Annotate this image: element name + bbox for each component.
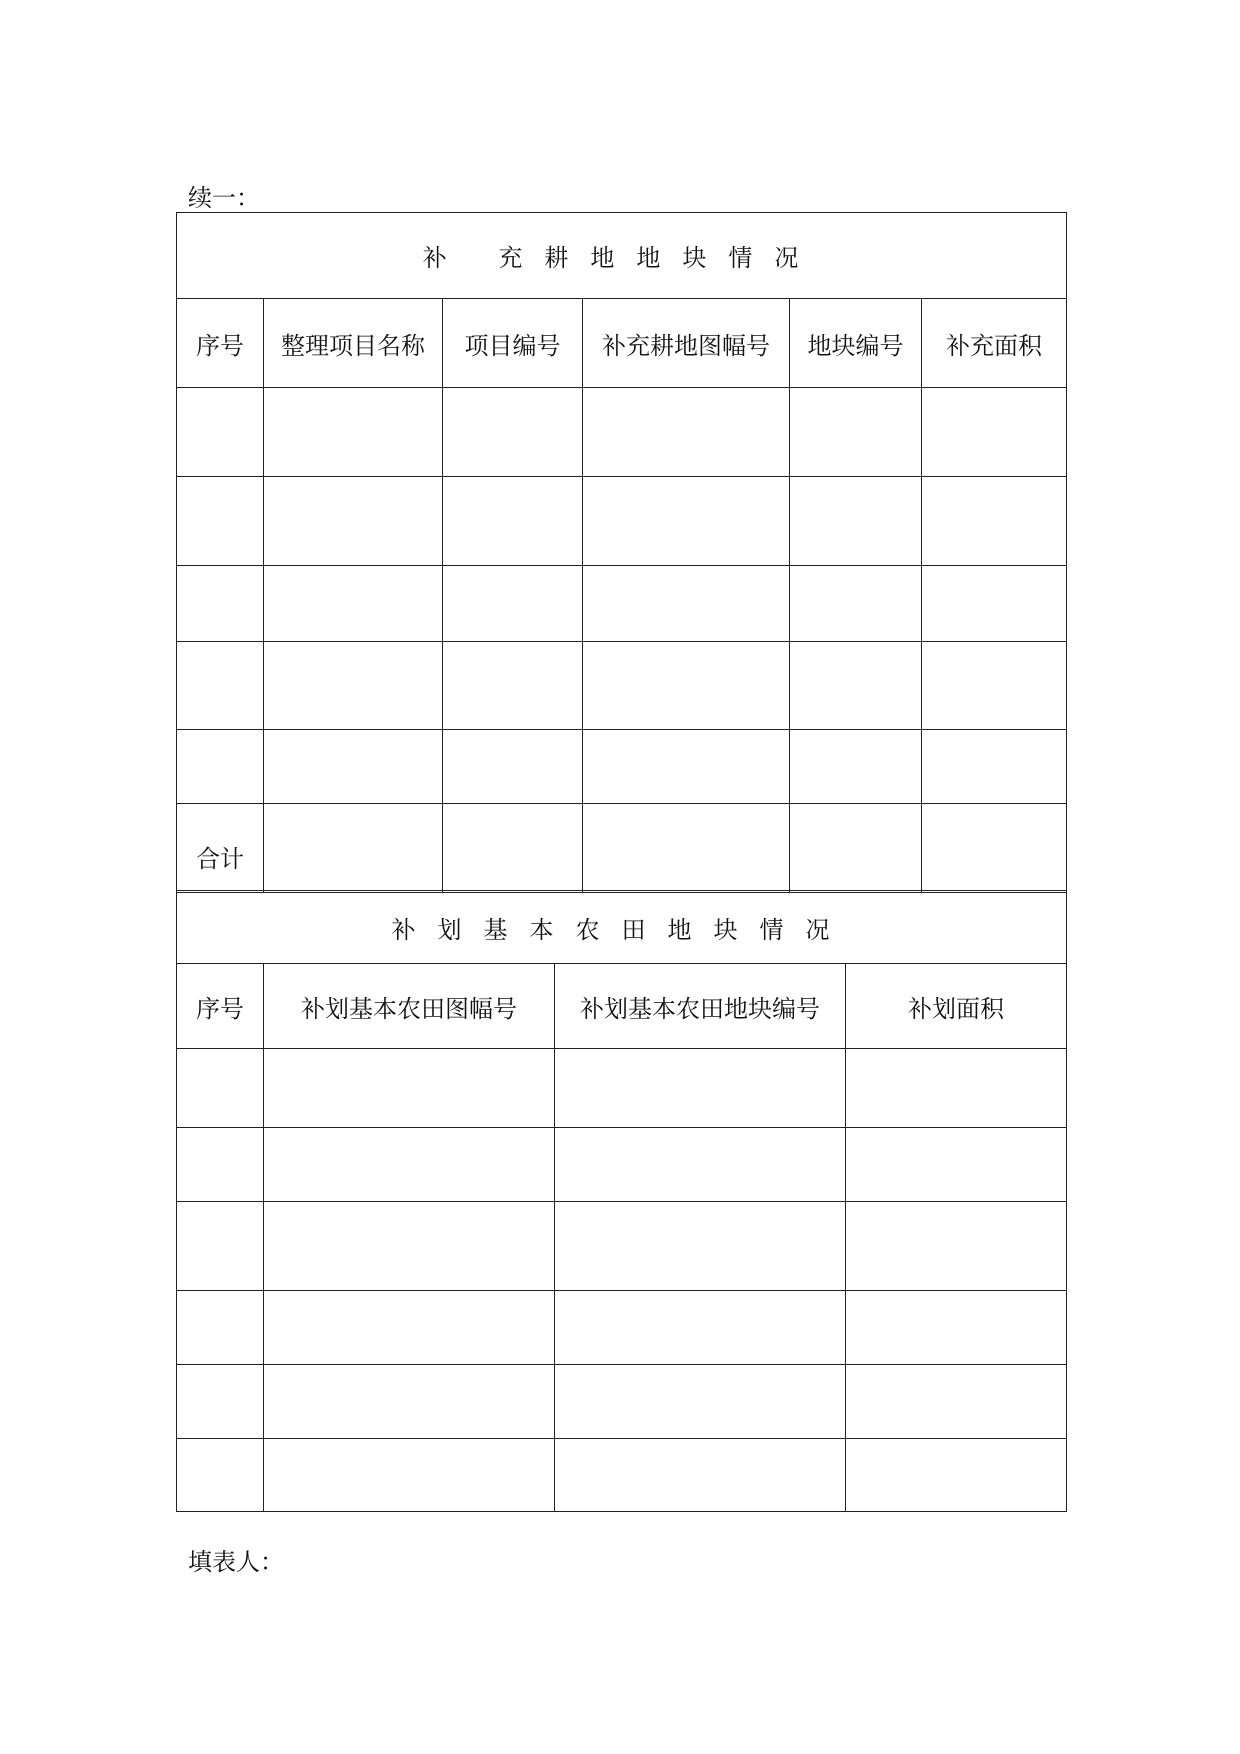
table-row: [177, 388, 1067, 477]
table-cell[interactable]: [443, 477, 583, 566]
table-cell[interactable]: [555, 1049, 846, 1128]
column-header-map-sheet-number: 补划基本农田图幅号: [264, 964, 555, 1049]
table-cell[interactable]: [790, 642, 922, 730]
table-cell[interactable]: [846, 1128, 1067, 1202]
column-header-parcel-number: 补划基本农田地块编号: [555, 964, 846, 1049]
table-cell[interactable]: [177, 642, 264, 730]
table-cell[interactable]: [177, 1202, 264, 1291]
table-cell[interactable]: [264, 1291, 555, 1365]
table-cell[interactable]: [264, 1439, 555, 1512]
table-cell[interactable]: [922, 566, 1067, 642]
table-cell[interactable]: [846, 1049, 1067, 1128]
table-row: [177, 1365, 1067, 1439]
table-cell[interactable]: [583, 566, 790, 642]
table-cell[interactable]: [177, 730, 264, 804]
table-cell[interactable]: [790, 730, 922, 804]
table-cell[interactable]: [922, 730, 1067, 804]
table-cell[interactable]: [922, 388, 1067, 477]
table-cell[interactable]: [443, 730, 583, 804]
table-cell[interactable]: [177, 1439, 264, 1512]
table-cell[interactable]: [264, 477, 443, 566]
column-header-serial: 序号: [177, 964, 264, 1049]
table-cell[interactable]: [922, 804, 1067, 893]
table-cell[interactable]: [555, 1202, 846, 1291]
table-cell[interactable]: [177, 388, 264, 477]
table-row: [177, 477, 1067, 566]
table-row: [177, 1291, 1067, 1365]
table-cell[interactable]: [264, 388, 443, 477]
column-header-map-sheet-number: 补充耕地图幅号: [583, 299, 790, 388]
table-row: [177, 1439, 1067, 1512]
table-cell[interactable]: [177, 1365, 264, 1439]
table-cell[interactable]: [555, 1439, 846, 1512]
column-header-project-name: 整理项目名称: [264, 299, 443, 388]
table-row: [177, 730, 1067, 804]
supplementary-basic-farmland-table: [176, 890, 1067, 1512]
table-cell[interactable]: [583, 804, 790, 893]
table-cell[interactable]: [790, 477, 922, 566]
section-title: 补 充耕地地块情况: [177, 213, 1067, 299]
table-cell[interactable]: [264, 730, 443, 804]
table-row: [177, 1128, 1067, 1202]
table-cell[interactable]: [583, 730, 790, 804]
column-header-area: 补划面积: [846, 964, 1067, 1049]
table-cell[interactable]: [443, 804, 583, 893]
table-cell[interactable]: [443, 388, 583, 477]
table-cell[interactable]: [264, 1365, 555, 1439]
column-header-project-number: 项目编号: [443, 299, 583, 388]
table-cell[interactable]: [583, 388, 790, 477]
table-cell[interactable]: [264, 1049, 555, 1128]
table-cell[interactable]: [264, 642, 443, 730]
table-row: [177, 566, 1067, 642]
continuation-label: 续一：: [188, 184, 260, 212]
section-title: 补划基本农田地块情况: [177, 891, 1067, 964]
table-row: [177, 1202, 1067, 1291]
table-cell[interactable]: [790, 804, 922, 893]
table-cell[interactable]: [583, 477, 790, 566]
table-cell[interactable]: [177, 1049, 264, 1128]
table-cell[interactable]: [846, 1202, 1067, 1291]
table-cell[interactable]: [177, 1128, 264, 1202]
table-cell[interactable]: [443, 642, 583, 730]
table-row: [177, 642, 1067, 730]
total-row: [177, 804, 1067, 893]
table-cell[interactable]: [555, 1291, 846, 1365]
table-cell[interactable]: [846, 1439, 1067, 1512]
total-label: 合计: [177, 804, 264, 893]
table-cell[interactable]: [264, 804, 443, 893]
table-cell[interactable]: [177, 477, 264, 566]
column-header-parcel-number: 地块编号: [790, 299, 922, 388]
table-row: [177, 1049, 1067, 1128]
table-cell[interactable]: [846, 1365, 1067, 1439]
supplementary-farmland-table: [176, 212, 1067, 893]
table-cell[interactable]: [264, 1128, 555, 1202]
table-cell[interactable]: [583, 642, 790, 730]
table-cell[interactable]: [790, 388, 922, 477]
table-cell[interactable]: [264, 566, 443, 642]
table-cell[interactable]: [922, 642, 1067, 730]
table-cell[interactable]: [177, 1291, 264, 1365]
column-header-area: 补充面积: [922, 299, 1067, 388]
column-header-serial: 序号: [177, 299, 264, 388]
table-cell[interactable]: [264, 1202, 555, 1291]
table-cell[interactable]: [555, 1128, 846, 1202]
table-cell[interactable]: [177, 566, 264, 642]
filler-label: 填表人：: [188, 1548, 284, 1576]
table-cell[interactable]: [555, 1365, 846, 1439]
table-cell[interactable]: [443, 566, 583, 642]
table-cell[interactable]: [846, 1291, 1067, 1365]
table-cell[interactable]: [790, 566, 922, 642]
table-cell[interactable]: [922, 477, 1067, 566]
